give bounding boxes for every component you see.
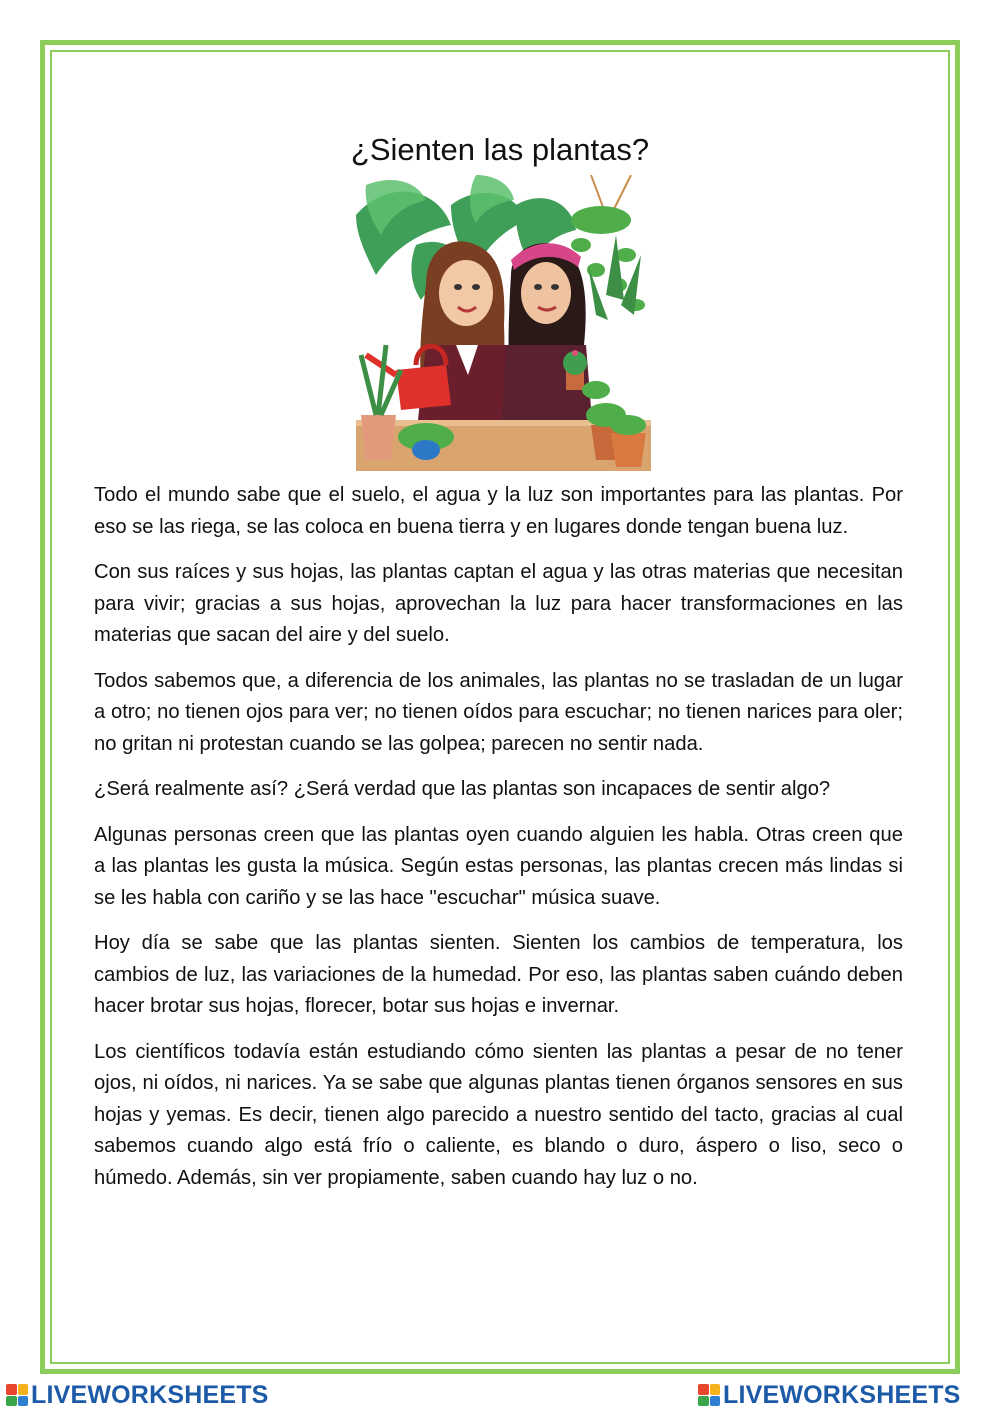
logo-text-right: LIVEWORKSHEETS bbox=[723, 1380, 961, 1409]
logo-text-left: LIVEWORKSHEETS bbox=[31, 1380, 269, 1409]
paragraph-7: Los científicos todavía están estudiando cómo sienten las plantas a pesar de no tener ojos, ni oídos, ni narices. Ya se sabe que algunas plantas tienen órganos sensores en sus hojas y yemas. Es decir, tienen algo parecido a nuestro sentido del tacto, gracias al cual sabemos cuando algo está frío o caliente, es blando o duro, áspero o liso, seco o húmedo. Además, sin ver propiamente, saben cuando hay luz o no. bbox=[94, 1040, 903, 1189]
paragraph-2: Con sus raíces y sus hojas, las plantas captan el agua y las otras materias que necesitan para vivir; gracias a sus hojas, aprovechan la luz para hacer transformaciones en las materias que sacan del aire y del suelo. bbox=[94, 561, 903, 646]
paragraph-3: Todos sabemos que, a diferencia de los animales, las plantas no se trasladan de un lugar a otro; no tienen ojos para ver; no tienen oídos para escuchar; no tienen narices para oler; no gritan ni protestan cuando se las golpea; parecen no sentir nada. bbox=[94, 669, 903, 755]
article-body bbox=[94, 480, 903, 1208]
two-women-with-plants-illustration bbox=[356, 175, 651, 471]
paragraph-4: ¿Será realmente así? ¿Será verdad que las plantas son incapaces de sentir algo? bbox=[94, 778, 831, 800]
page-title: ¿Sienten las plantas? bbox=[350, 132, 650, 167]
paragraph-5: Algunas personas creen que las plantas oyen cuando alguien les habla. Otras creen que a las plantas les gusta la música. Según estas personas, las plantas crecen más lindas si se les habla con cariño y se las hace "escuchar" música suave. bbox=[94, 823, 903, 909]
paragraph-6: Hoy día se sabe que las plantas sienten. Sienten los cambios de temperatura, los cambios de luz, las variaciones de la humedad. Por eso, las plantas saben cuándo deben hacer brotar sus hojas, florecer, botar sus hojas e invernar. bbox=[94, 932, 903, 1017]
liveworksheets-logo-icon bbox=[6, 1384, 28, 1406]
liveworksheets-logo-right[interactable] bbox=[698, 1378, 961, 1412]
liveworksheets-logo-left[interactable] bbox=[6, 1378, 269, 1412]
liveworksheets-logo-icon bbox=[698, 1384, 720, 1406]
paragraph-1: Todo el mundo sabe que el suelo, el agua y la luz son importantes para las plantas. Por eso se las riega, se las coloca en buena tierra y en lugares donde tengan buena luz. bbox=[94, 484, 903, 538]
